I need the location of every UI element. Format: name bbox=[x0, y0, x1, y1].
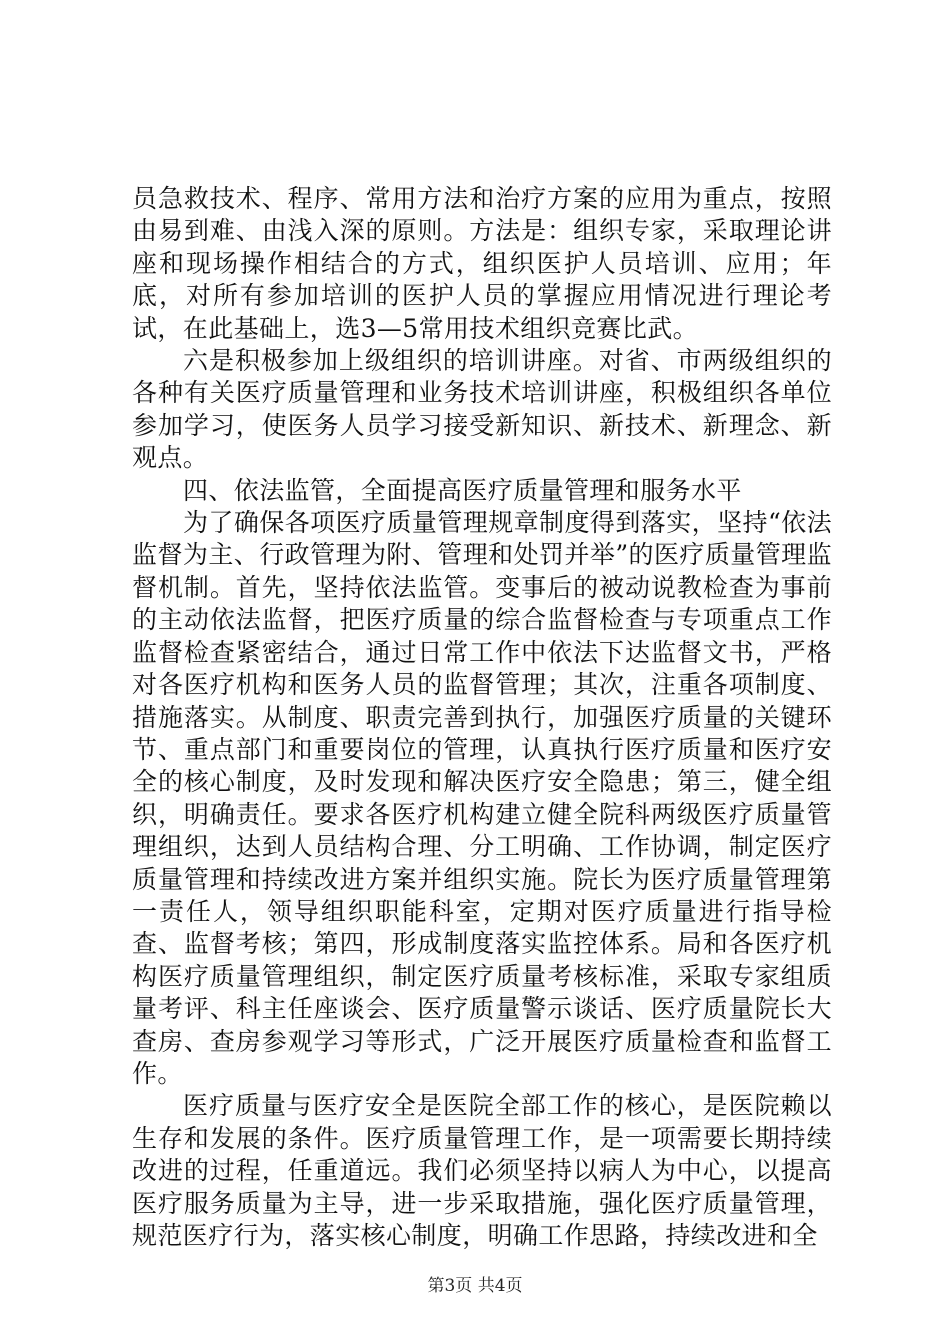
paragraph-conclusion: 医疗质量与医疗安全是医院全部工作的核心，是医院赖以生存和发展的条件。医疗质量管理工作，是一项需要长期持续改进的过程，任重道远。我们必须坚持以病人为中心，以提高医疗服务质量为主导，进一步采取措施，强化医疗质量管理，规范医疗行为，落实核心制度，明确工作思路，持续改进和全 bbox=[132, 1091, 832, 1250]
page-footer bbox=[0, 1275, 950, 1297]
section-heading-four: 四、依法监管，全面提高医疗质量管理和服务水平 bbox=[183, 475, 742, 505]
page-number-label: 第3页 共4页 bbox=[427, 1276, 523, 1296]
document-body bbox=[132, 183, 832, 1252]
paragraph-supervision: 为了确保各项医疗质量管理规章制度得到落实，坚持“依法监督为主、行政管理为附、管理和处罚并举”的医疗质量管理监督机制。首先，坚持依法监管。变事后的被动说教检查为事前的主动依法监督，把医疗质量的综合监督检查与专项重点工作监督检查紧密结合，通过日常工作中依法下达监督文书，严格对各医疗机构和医务人员的监督管理；其次，注重各项制度、措施落实。从制度、职责完善到执行，加强医疗质量的关键环节、重点部门和重要岗位的管理，认真执行医疗质量和医疗安全的核心制度，及时发现和解决医疗安全隐患；第三，健全组织，明确责任。要求各医疗机构建立健全院科两级医疗质量管理组织，达到人员结构合理、分工明确、工作协调，制定医疗质量管理和持续改进方案并组织实施。院长为医疗质量管理第一责任人，领导组织职能科室，定期对医疗质量进行指导检查、监督考核；第四，形成制度落实监控体系。局和各医疗机构医疗质量管理组织，制定医疗质量考核标准，采取专家组质量考评、科主任座谈会、医疗质量警示谈话、医疗质量院长大查房、查房参观学习等形式，广泛开展医疗质量检查和监督工作。 bbox=[132, 508, 832, 1088]
paragraph-training-lectures: 六是积极参加上级组织的培训讲座。对省、市两级组织的各种有关医疗质量管理和业务技术培训讲座，积极组织各单位参加学习，使医务人员学习接受新知识、新技术、新理念、新观点。 bbox=[132, 346, 832, 473]
paragraph-continuation: 员急救技术、程序、常用方法和治疗方案的应用为重点，按照由易到难、由浅入深的原则。方法是：组织专家，采取理论讲座和现场操作相结合的方式，组织医护人员培训、应用；年底，对所有参加培训的医护人员的掌握应用情况进行理论考试，在此基础上，选3—5常用技术组织竞赛比武。 bbox=[132, 184, 832, 343]
